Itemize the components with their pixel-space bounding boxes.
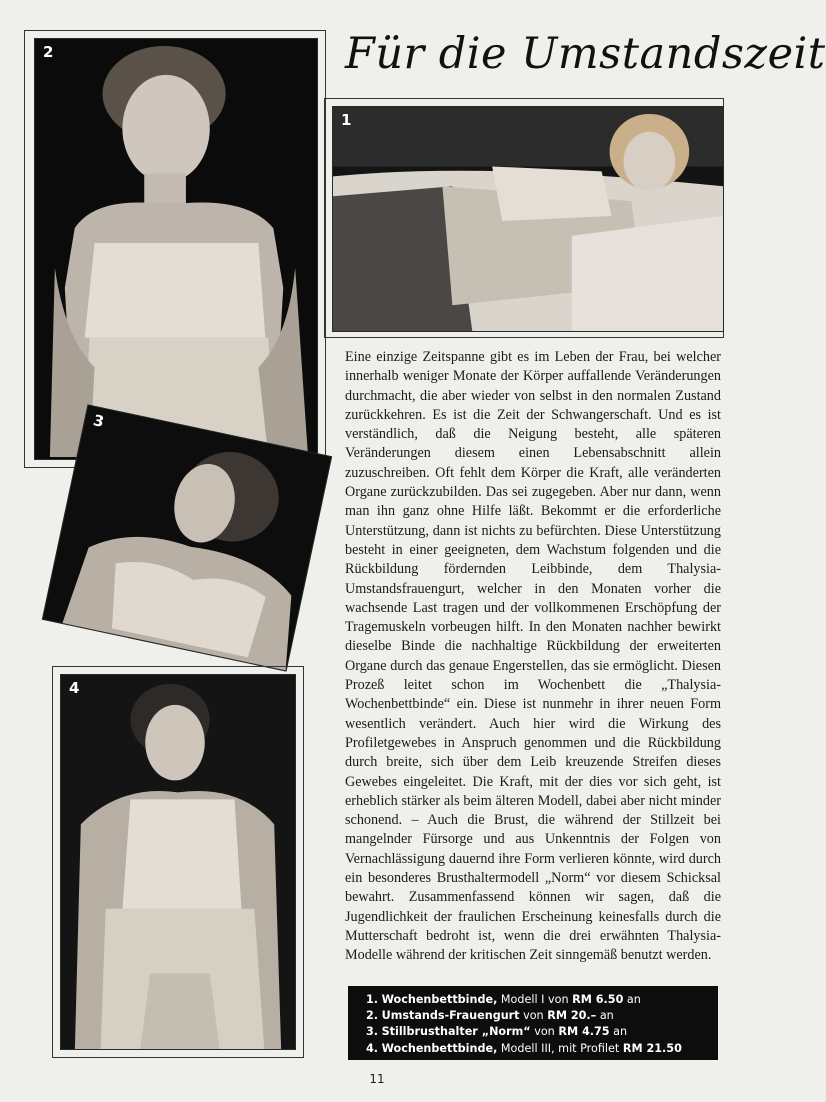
item-price: RM 4.75 bbox=[558, 1025, 610, 1039]
item-number: 4. bbox=[366, 1041, 379, 1055]
photo-4 bbox=[60, 674, 296, 1050]
item-name: Wochenbettbinde, bbox=[381, 993, 498, 1006]
item-price: RM 20.– bbox=[547, 1009, 597, 1023]
photo-4-illustration bbox=[61, 675, 295, 1049]
price-item bbox=[366, 1041, 708, 1057]
article-body: Eine einzige Zeitspanne gibt es im Leben der Frau, bei welcher innerhalb weniger Monate der Körper auffallende Veränderungen durchmacht, die aber wieder von selbst in den normalen Zustand zurückkehren. Es ist die Zeit der Schwangerschaft. Und es ist verständlich, daß die Neigung besteht, alle späteren Veränderungen diesem einen Lebensabschnitt allein zuzuschreiben. Oft fehlt dem Körper die Kraft, alle veränderten Organe zurückzubilden. Das sei zugegeben. Aber nur dann, wenn man ihn ganz ohne Hilfe läßt. Bekommt er die erforderliche Unterstützung, dann ist nichts zu befürchten. Diese Unterstützung besteht in einer geeigneten, dem Wachstum folgenden und die Rückbildung fördernden Leibbinde, dem Thalysia-Umstandsfrauengurt, welcher in den Monaten vorher die wachsende Last tragen und der vollkommenen Erschöpfung der Tragemuskeln vorbeugen hilft. In den Monaten nachher bewirkt dieselbe Binde die nachhaltige Rückbildung der erweiterten Organe durch das genaue Engerstellen, das sie ermöglicht. Diesen Prozeß leitet schon im Wochenbett die „Thalysia-Wochenbettbinde“ ein. Diese ist nunmehr in ihrer neuen Form wesentlich verändert. Auch hier wird die Wirkung des Profiletgewebes in Anspruch genommen und die Rückbildung durch breite, sich über dem Leib kreuzende Streifen dieses Gewebes eingeleitet. Die Kraft, mit der dies vor sich geht, ist erheblich stärker als beim älteren Modell, dabei aber nicht minder schonend. – Auch die Brust, die während der Stillzeit bei mangelnder Fürsorge und aus Unkenntnis der Folgen von Vernachlässigung dauernd ihre Form verlieren könnte, wird durch ein besonderes Brusthaltermodell „Norm“ vor diesem Schicksal bewahrt. Zusammenfassend können wir sagen, daß die Jugendlichkeit der fraulichen Erscheinung keinesfalls durch die Mutterschaft bedroht ist, wenn die drei erwähnten Thalysia-Modelle während der kritischen Zeit sinngemäß benutzt werden. bbox=[345, 349, 721, 964]
item-number: 1. bbox=[366, 993, 379, 1006]
item-suffix: an bbox=[596, 1009, 614, 1023]
page-number: 11 bbox=[369, 1072, 385, 1086]
item-detail: von bbox=[519, 1009, 548, 1023]
item-number: 3. bbox=[366, 1025, 379, 1039]
photo-1 bbox=[332, 106, 724, 332]
photo-number: 2 bbox=[43, 43, 54, 61]
item-name: Stillbrusthalter „Norm“ bbox=[381, 1025, 531, 1039]
item-detail: von bbox=[530, 1025, 559, 1039]
price-list bbox=[348, 986, 718, 1060]
item-name: Umstands-Frauengurt bbox=[381, 1009, 520, 1023]
item-suffix: an bbox=[623, 993, 641, 1006]
item-name: Wochenbettbinde, bbox=[381, 1041, 498, 1055]
item-suffix: an bbox=[609, 1025, 628, 1039]
photo-number: 1 bbox=[341, 111, 352, 129]
page-title: Für die Umstandszeit bbox=[345, 29, 826, 79]
price-item bbox=[366, 1008, 708, 1024]
item-number: 2. bbox=[366, 1009, 379, 1023]
photo-2-illustration bbox=[35, 39, 317, 459]
photo-2 bbox=[34, 38, 318, 460]
photo-number: 4 bbox=[69, 679, 80, 697]
photo-number: 3 bbox=[91, 411, 106, 431]
item-detail: Modell III, mit Profilet bbox=[497, 1041, 623, 1055]
item-price: RM 6.50 bbox=[572, 993, 624, 1006]
item-price: RM 21.50 bbox=[622, 1041, 682, 1055]
price-item bbox=[366, 992, 708, 1008]
price-item bbox=[366, 1024, 708, 1040]
item-detail: Modell I von bbox=[497, 993, 573, 1006]
photo-1-illustration bbox=[333, 107, 723, 331]
